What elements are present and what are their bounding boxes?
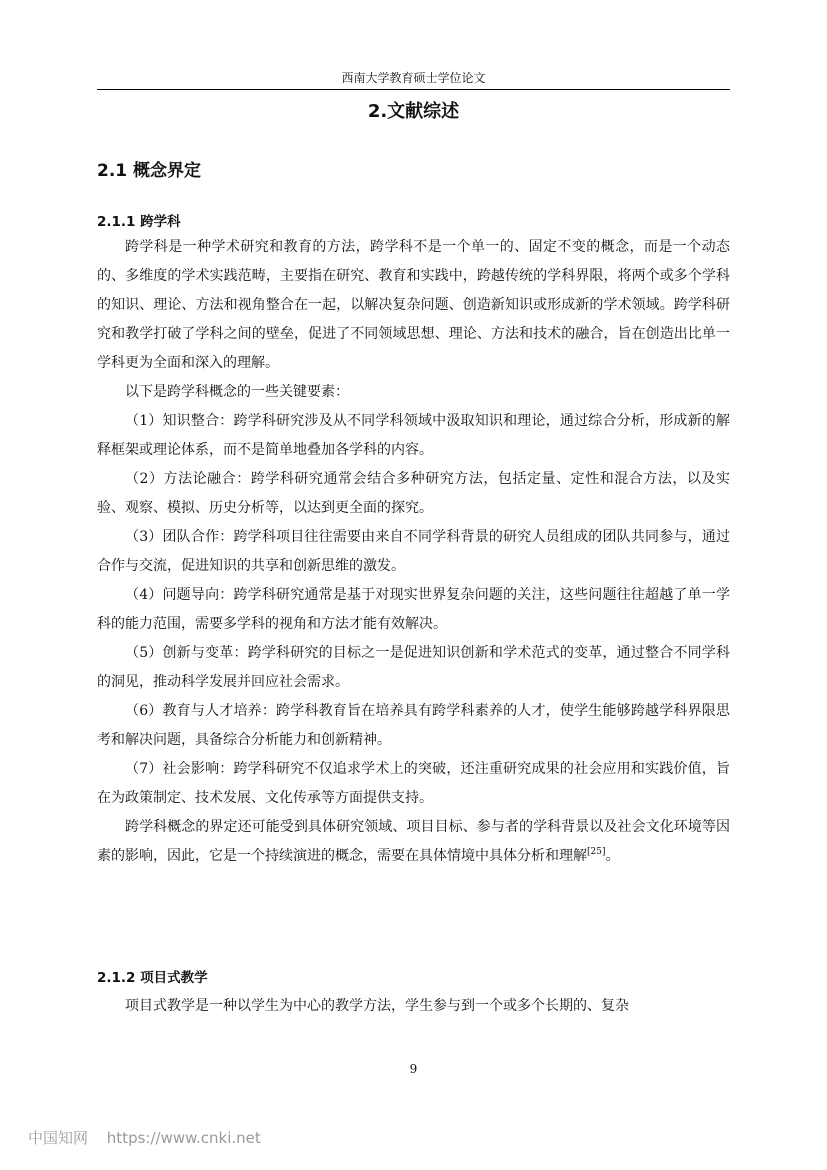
subsection-heading-interdisciplinary: 2.1.1 跨学科 (97, 214, 181, 230)
watermark-site-name: 中国知网 (28, 1129, 89, 1147)
list-item-paragraph: （4）问题导向：跨学科研究通常是基于对现实世界复杂问题的关注，这些问题往往超越了单一学科的能力范围，需要多学科的视角和方法才能有效解决。 (97, 587, 730, 632)
running-header-title: 西南大学教育硕士学位论文 (341, 71, 486, 85)
chapter-title: 2.文献综述 (367, 101, 460, 122)
list-item-paragraph: （5）创新与变革：跨学科研究的目标之一是促进知识创新和学术范式的变革，通过整合不同学科的洞见，推动科学发展并回应社会需求。 (97, 645, 730, 690)
paragraph: 项目式教学是一种以学生为中心的教学方法，学生参与到一个或多个长期的、复杂 (125, 998, 629, 1014)
subsection-body-interdisciplinary (97, 233, 730, 871)
list-item-paragraph: （6）教育与人才培养：跨学科教育旨在培养具有跨学科素养的人才，使学生能够跨越学科界限思考和解决问题，具备综合分析能力和创新精神。 (97, 703, 730, 748)
closing-text: 跨学科概念的界定还可能受到具体研究领域、项目目标、参与者的学科背景以及社会文化环境等因素的影响，因此，它是一个持续演进的概念，需要在具体情境中具体分析和理解 (97, 819, 730, 864)
list-item-paragraph: （3）团队合作：跨学科项目往往需要由来自不同学科背景的研究人员组成的团队共同参与，通过合作与交流，促进知识的共享和创新思维的激发。 (97, 529, 730, 574)
closing-punctuation: 。 (605, 848, 620, 864)
citation-reference[interactable]: [25] (587, 847, 606, 857)
watermark-url[interactable]: https://www.cnki.net (106, 1129, 261, 1147)
section-heading: 2.1 概念界定 (97, 161, 202, 181)
list-item-paragraph: （2）方法论融合：跨学科研究通常会结合多种研究方法，包括定量、定性和混合方法，以及实验、观察、模拟、历史分析等，以达到更全面的探究。 (97, 471, 730, 516)
cnki-watermark (28, 1127, 261, 1148)
paragraph: 跨学科是一种学术研究和教育的方法，跨学科不是一个单一的、固定不变的概念，而是一个动态的、多维度的学术实践范畴，主要指在研究、教育和实践中，跨越传统的学科界限，将两个或多个学科的知识、理论、方法和视角整合在一起，以解决复杂问题、创造新知识或形成新的学术领域。跨学科研究和教学打破了学科之间的壁垒，促进了不同领域思想、理论、方法和技术的融合，旨在创造出比单一学科更为全面和深入的理解。 (97, 239, 730, 371)
paragraph: 以下是跨学科概念的一些关键要素： (125, 384, 349, 400)
list-item-paragraph: （7）社会影响：跨学科研究不仅追求学术上的突破，还注重研究成果的社会应用和实践价值，旨在为政策制定、技术发展、文化传承等方面提供支持。 (97, 761, 730, 806)
subsection-heading-project-based-teaching: 2.1.2 项目式教学 (97, 970, 208, 986)
list-item-paragraph: （1）知识整合：跨学科研究涉及从不同学科领域中汲取知识和理论，通过综合分析，形成新的解释框架或理论体系，而不是简单地叠加各学科的内容。 (97, 413, 730, 458)
page-number: 9 (409, 1062, 418, 1076)
header-rule (97, 89, 730, 90)
closing-paragraph (97, 813, 730, 871)
subsection-body-project-based-teaching (97, 992, 730, 1021)
